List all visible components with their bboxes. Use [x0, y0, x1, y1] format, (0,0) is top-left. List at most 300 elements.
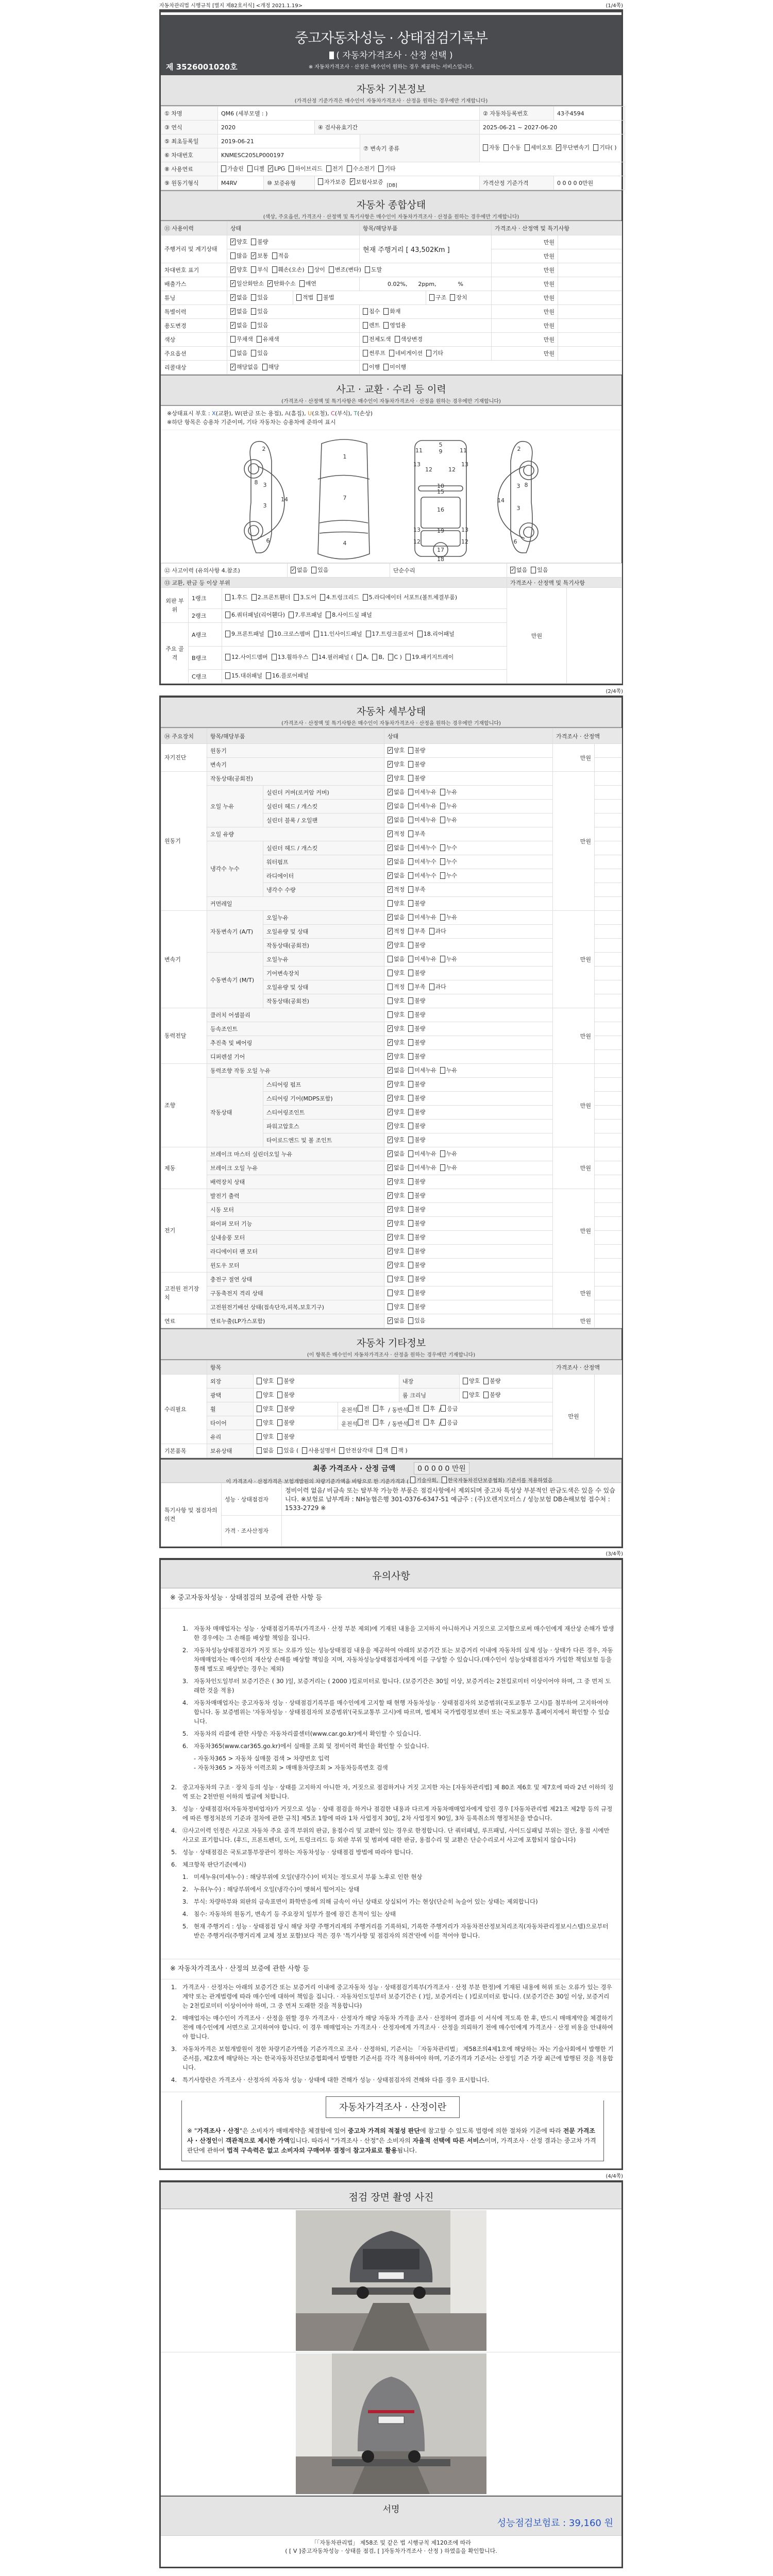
- checkbox-option[interactable]: [294, 593, 316, 602]
- checkbox-option[interactable]: [388, 885, 405, 893]
- checkbox-option[interactable]: [389, 349, 423, 357]
- checkbox-icon[interactable]: [408, 1234, 413, 1241]
- checkbox-option[interactable]: [296, 293, 313, 301]
- checkbox-option[interactable]: [388, 760, 405, 768]
- checkbox-option[interactable]: [440, 802, 457, 810]
- checkbox-icon[interactable]: [463, 1392, 468, 1398]
- checkbox-icon[interactable]: [266, 672, 271, 679]
- checkbox-option[interactable]: [251, 293, 268, 301]
- checkbox-icon[interactable]: [314, 631, 319, 637]
- checkbox-option[interactable]: [251, 265, 268, 274]
- checkbox-option[interactable]: [408, 816, 436, 824]
- checked-box-icon[interactable]: [388, 872, 393, 879]
- checkbox-icon[interactable]: [440, 803, 445, 809]
- checkbox-option[interactable]: [408, 1404, 420, 1413]
- checkbox-option[interactable]: [320, 593, 359, 602]
- checkbox-icon[interactable]: [429, 928, 434, 935]
- checkbox-option[interactable]: [408, 1191, 425, 1199]
- checkbox-icon[interactable]: [408, 858, 413, 865]
- checkbox-icon[interactable]: [388, 1276, 393, 1282]
- checkbox-option[interactable]: [373, 1404, 385, 1413]
- checkbox-icon[interactable]: [408, 900, 413, 907]
- checkbox-icon[interactable]: [225, 631, 230, 637]
- checkbox-option[interactable]: [388, 1094, 405, 1102]
- checkbox-option[interactable]: [395, 335, 423, 343]
- checkbox-option[interactable]: [251, 593, 291, 602]
- checkbox-icon[interactable]: [257, 1378, 262, 1384]
- checkbox-icon[interactable]: [408, 1011, 413, 1018]
- checkbox-option[interactable]: [440, 1066, 457, 1074]
- checkbox-option[interactable]: [388, 913, 405, 921]
- checkbox-icon[interactable]: [257, 1392, 262, 1398]
- checkbox-option[interactable]: [277, 1404, 294, 1413]
- checkbox-option[interactable]: [388, 1316, 405, 1325]
- checked-box-icon[interactable]: [388, 1192, 393, 1199]
- checkbox-option[interactable]: [388, 1289, 405, 1297]
- checked-box-icon[interactable]: [388, 1067, 393, 1074]
- checkbox-option[interactable]: [503, 143, 520, 152]
- checkbox-option[interactable]: [408, 1205, 425, 1213]
- checkbox-option[interactable]: [408, 843, 436, 852]
- checkbox-option[interactable]: [272, 653, 309, 662]
- checkbox-option[interactable]: [251, 251, 268, 260]
- checkbox-icon[interactable]: [388, 654, 393, 660]
- checked-box-icon[interactable]: [388, 775, 393, 782]
- checkbox-option[interactable]: [272, 251, 289, 260]
- checkbox-option[interactable]: [317, 293, 334, 301]
- checkbox-option[interactable]: [424, 1404, 435, 1413]
- checkbox-option[interactable]: [302, 1446, 335, 1454]
- checkbox-option[interactable]: [440, 913, 457, 921]
- checkbox-option[interactable]: [308, 265, 325, 274]
- checkbox-icon[interactable]: [388, 956, 393, 962]
- checked-box-icon[interactable]: [388, 1220, 393, 1227]
- checkbox-icon[interactable]: [388, 984, 393, 990]
- checkbox-icon[interactable]: [440, 1067, 445, 1074]
- checkbox-icon[interactable]: [503, 144, 509, 151]
- checkbox-icon[interactable]: [408, 803, 413, 809]
- checkbox-option[interactable]: [408, 1289, 425, 1297]
- checkbox-icon[interactable]: [289, 165, 294, 172]
- checkbox-option[interactable]: [388, 1080, 405, 1088]
- checkbox-icon[interactable]: [251, 294, 256, 301]
- checkbox-option[interactable]: [593, 143, 616, 152]
- checked-box-icon[interactable]: [388, 1262, 393, 1268]
- checkbox-icon[interactable]: [440, 789, 445, 795]
- checkbox-option[interactable]: [363, 349, 385, 357]
- checkbox-option[interactable]: [388, 1163, 405, 1172]
- checkbox-option[interactable]: [257, 1432, 274, 1440]
- checkbox-icon[interactable]: [383, 322, 389, 329]
- checkbox-option[interactable]: [277, 1391, 294, 1399]
- checkbox-option[interactable]: [408, 788, 436, 796]
- checkbox-icon[interactable]: [326, 165, 331, 172]
- checkbox-option[interactable]: [408, 913, 436, 921]
- checkbox-icon[interactable]: [395, 336, 400, 343]
- checkbox-option[interactable]: [388, 843, 405, 852]
- checkbox-icon[interactable]: [294, 594, 299, 601]
- checkbox-icon[interactable]: [408, 1095, 413, 1101]
- checkbox-icon[interactable]: [408, 1220, 413, 1227]
- checkbox-option[interactable]: [429, 293, 446, 301]
- checkbox-icon[interactable]: [388, 970, 393, 976]
- checkbox-icon[interactable]: [311, 567, 316, 573]
- checkbox-icon[interactable]: [329, 266, 334, 273]
- checkbox-icon[interactable]: [308, 266, 313, 273]
- checkbox-icon[interactable]: [388, 900, 393, 907]
- checked-box-icon[interactable]: [388, 1317, 393, 1324]
- checkbox-icon[interactable]: [277, 1419, 282, 1426]
- checkbox-option[interactable]: [410, 1476, 438, 1484]
- checkbox-option[interactable]: [408, 1233, 425, 1241]
- checkbox-option[interactable]: [312, 653, 354, 662]
- checkbox-icon[interactable]: [272, 654, 277, 660]
- checkbox-icon[interactable]: [441, 1405, 446, 1412]
- checkbox-option[interactable]: [556, 143, 590, 152]
- checkbox-option[interactable]: [262, 363, 279, 371]
- checked-box-icon[interactable]: [350, 178, 355, 185]
- checkbox-option[interactable]: [365, 265, 382, 274]
- checkbox-option[interactable]: [408, 760, 425, 768]
- checkbox-option[interactable]: [225, 611, 285, 619]
- checkbox-option[interactable]: [230, 335, 253, 343]
- checkbox-icon[interactable]: [326, 612, 331, 618]
- checkbox-option[interactable]: [230, 349, 247, 357]
- checkbox-option[interactable]: [363, 307, 380, 315]
- checkbox-icon[interactable]: [251, 308, 256, 315]
- checkbox-option[interactable]: [441, 1418, 458, 1427]
- checkbox-icon[interactable]: [408, 1178, 413, 1185]
- checkbox-option[interactable]: [392, 1446, 407, 1454]
- checkbox-icon[interactable]: [408, 1419, 413, 1426]
- checkbox-icon[interactable]: [225, 672, 230, 679]
- checkbox-icon[interactable]: [225, 654, 230, 660]
- checkbox-option[interactable]: [230, 279, 264, 287]
- checkbox-option[interactable]: [388, 1247, 405, 1255]
- checkbox-icon[interactable]: [408, 1081, 413, 1088]
- checkbox-icon[interactable]: [247, 165, 253, 172]
- checkbox-icon[interactable]: [257, 1447, 262, 1454]
- checkbox-icon[interactable]: [277, 1392, 282, 1398]
- checkbox-option[interactable]: [350, 178, 383, 186]
- checkbox-option[interactable]: [483, 143, 500, 152]
- checkbox-icon[interactable]: [408, 984, 413, 990]
- checkbox-icon[interactable]: [463, 1378, 468, 1384]
- checkbox-option[interactable]: [311, 566, 328, 574]
- checkbox-option[interactable]: [388, 1108, 405, 1116]
- checked-box-icon[interactable]: [388, 1095, 393, 1101]
- checkbox-icon[interactable]: [262, 364, 267, 370]
- checkbox-option[interactable]: [257, 335, 279, 343]
- checkbox-option[interactable]: [388, 788, 405, 796]
- checkbox-option[interactable]: [318, 178, 346, 186]
- checkbox-option[interactable]: [363, 363, 380, 371]
- checkbox-icon[interactable]: [408, 1405, 413, 1412]
- checkbox-option[interactable]: [372, 653, 384, 662]
- checkbox-icon[interactable]: [408, 1290, 413, 1296]
- checkbox-icon[interactable]: [408, 956, 413, 962]
- checkbox-icon[interactable]: [441, 1419, 446, 1426]
- checkbox-icon[interactable]: [221, 165, 226, 172]
- checkbox-option[interactable]: [408, 899, 425, 907]
- checkbox-icon[interactable]: [440, 1150, 445, 1157]
- checkbox-option[interactable]: [251, 238, 268, 246]
- checkbox-icon[interactable]: [302, 1447, 307, 1454]
- checkbox-option[interactable]: [373, 1418, 385, 1427]
- checked-box-icon[interactable]: [388, 858, 393, 865]
- checkbox-option[interactable]: [408, 1261, 425, 1269]
- checkbox-option[interactable]: [406, 653, 453, 662]
- checkbox-option[interactable]: [314, 630, 362, 638]
- checkbox-option[interactable]: [408, 1302, 425, 1311]
- checkbox-option[interactable]: [388, 1191, 405, 1199]
- checkbox-option[interactable]: [277, 1377, 294, 1385]
- checkbox-icon[interactable]: [277, 1405, 282, 1412]
- checkbox-option[interactable]: [388, 653, 402, 662]
- checked-box-icon[interactable]: [388, 761, 393, 768]
- checkbox-option[interactable]: [383, 321, 406, 329]
- checkbox-option[interactable]: [251, 321, 268, 329]
- checkbox-icon[interactable]: [363, 350, 368, 357]
- checkbox-option[interactable]: [388, 1149, 405, 1158]
- checkbox-icon[interactable]: [408, 1053, 413, 1060]
- checkbox-icon[interactable]: [408, 872, 413, 879]
- checked-box-icon[interactable]: [388, 1206, 393, 1213]
- checkbox-option[interactable]: [230, 238, 247, 246]
- checkbox-option[interactable]: [388, 857, 405, 866]
- checkbox-icon[interactable]: [408, 1303, 413, 1310]
- checkbox-icon[interactable]: [408, 1109, 413, 1115]
- checkbox-icon[interactable]: [277, 1447, 282, 1454]
- checkbox-option[interactable]: [388, 1219, 405, 1227]
- checkbox-option[interactable]: [257, 1404, 274, 1413]
- checkbox-option[interactable]: [388, 969, 405, 977]
- checkbox-option[interactable]: [388, 1177, 405, 1185]
- checkbox-option[interactable]: [388, 1205, 405, 1213]
- checkbox-option[interactable]: [408, 1149, 436, 1158]
- checked-box-icon[interactable]: [388, 831, 393, 837]
- checkbox-option[interactable]: [463, 1391, 480, 1399]
- checkbox-option[interactable]: [366, 630, 414, 638]
- checkbox-icon[interactable]: [296, 294, 301, 301]
- checkbox-icon[interactable]: [257, 1419, 262, 1426]
- checkbox-option[interactable]: [388, 1233, 405, 1241]
- checkbox-icon[interactable]: [347, 165, 352, 172]
- checkbox-option[interactable]: [326, 611, 372, 619]
- checkbox-icon[interactable]: [299, 280, 305, 287]
- checkbox-icon[interactable]: [357, 654, 362, 660]
- checkbox-icon[interactable]: [377, 1447, 382, 1454]
- checkbox-option[interactable]: [378, 164, 395, 173]
- checkbox-icon[interactable]: [408, 1192, 413, 1199]
- checkbox-option[interactable]: [221, 164, 244, 173]
- checkbox-icon[interactable]: [408, 817, 413, 823]
- checkbox-icon[interactable]: [363, 336, 368, 343]
- checkbox-option[interactable]: [230, 307, 247, 315]
- checkbox-icon[interactable]: [410, 1477, 415, 1483]
- checkbox-icon[interactable]: [483, 1392, 489, 1398]
- checkbox-option[interactable]: [388, 996, 405, 1005]
- checkbox-option[interactable]: [326, 164, 343, 173]
- checkbox-icon[interactable]: [408, 747, 413, 754]
- checkbox-option[interactable]: [408, 941, 425, 949]
- checkbox-icon[interactable]: [251, 322, 256, 329]
- checkbox-option[interactable]: [440, 843, 457, 852]
- checkbox-icon[interactable]: [408, 775, 413, 782]
- checkbox-icon[interactable]: [450, 294, 455, 301]
- checkbox-option[interactable]: [329, 265, 361, 274]
- checkbox-option[interactable]: [408, 1066, 436, 1074]
- checkbox-icon[interactable]: [251, 266, 256, 273]
- checkbox-icon[interactable]: [225, 612, 230, 618]
- checkbox-option[interactable]: [388, 802, 405, 810]
- checkbox-icon[interactable]: [440, 817, 445, 823]
- checked-box-icon[interactable]: [388, 803, 393, 809]
- checked-box-icon[interactable]: [388, 1137, 393, 1143]
- checkbox-option[interactable]: [225, 653, 268, 662]
- checkbox-option[interactable]: [251, 307, 268, 315]
- checkbox-icon[interactable]: [318, 178, 323, 185]
- checked-box-icon[interactable]: [388, 1150, 393, 1157]
- checkbox-option[interactable]: [408, 969, 425, 977]
- checked-box-icon[interactable]: [388, 844, 393, 851]
- checked-box-icon[interactable]: [251, 252, 256, 259]
- checkbox-option[interactable]: [429, 927, 446, 935]
- checked-box-icon[interactable]: [388, 928, 393, 935]
- checkbox-option[interactable]: [408, 885, 425, 893]
- checkbox-icon[interactable]: [289, 612, 294, 618]
- checkbox-option[interactable]: [388, 1136, 405, 1144]
- checkbox-icon[interactable]: [408, 761, 413, 768]
- checkbox-icon[interactable]: [251, 350, 256, 357]
- checkbox-option[interactable]: [383, 363, 406, 371]
- checkbox-icon[interactable]: [257, 1405, 262, 1412]
- checked-box-icon[interactable]: [388, 1178, 393, 1185]
- checkbox-icon[interactable]: [440, 858, 445, 865]
- checkbox-icon[interactable]: [251, 594, 257, 601]
- checkbox-icon[interactable]: [440, 914, 445, 921]
- checkbox-option[interactable]: [291, 566, 308, 574]
- checkbox-option[interactable]: [339, 1446, 373, 1454]
- checkbox-icon[interactable]: [424, 1405, 429, 1412]
- checked-box-icon[interactable]: [388, 1164, 393, 1171]
- checkbox-option[interactable]: [251, 349, 268, 357]
- checked-box-icon[interactable]: [388, 817, 393, 823]
- checkbox-option[interactable]: [225, 671, 262, 680]
- checkbox-option[interactable]: [408, 746, 425, 754]
- checkbox-icon[interactable]: [531, 567, 536, 573]
- checkbox-icon[interactable]: [366, 631, 371, 637]
- checkbox-option[interactable]: [388, 899, 405, 907]
- checkbox-icon[interactable]: [408, 831, 413, 837]
- checkbox-icon[interactable]: [257, 1433, 262, 1440]
- checkbox-option[interactable]: [357, 653, 368, 662]
- checkbox-icon[interactable]: [383, 364, 389, 370]
- checkbox-option[interactable]: [388, 746, 405, 754]
- checkbox-option[interactable]: [388, 1038, 405, 1046]
- checkbox-icon[interactable]: [383, 308, 389, 315]
- checkbox-option[interactable]: [377, 1446, 389, 1454]
- checkbox-option[interactable]: [510, 566, 527, 574]
- checkbox-icon[interactable]: [424, 1419, 429, 1426]
- checkbox-option[interactable]: [408, 1418, 420, 1427]
- checkbox-option[interactable]: [388, 1066, 405, 1074]
- checkbox-option[interactable]: [388, 1024, 405, 1032]
- checkbox-option[interactable]: [388, 927, 405, 935]
- checkbox-option[interactable]: [388, 829, 405, 838]
- checkbox-icon[interactable]: [408, 844, 413, 851]
- checkbox-option[interactable]: [408, 996, 425, 1005]
- checked-box-icon[interactable]: [230, 308, 236, 315]
- checkbox-option[interactable]: [408, 774, 425, 782]
- checkbox-icon[interactable]: [408, 1262, 413, 1268]
- checkbox-option[interactable]: [408, 1024, 425, 1032]
- checkbox-icon[interactable]: [378, 165, 383, 172]
- checkbox-option[interactable]: [383, 307, 400, 315]
- checkbox-icon[interactable]: [277, 1378, 282, 1384]
- checkbox-option[interactable]: [257, 1391, 274, 1399]
- checkbox-icon[interactable]: [408, 1067, 413, 1074]
- checkbox-icon[interactable]: [408, 1164, 413, 1171]
- checkbox-option[interactable]: [424, 1418, 435, 1427]
- checkbox-option[interactable]: [408, 857, 436, 866]
- checkbox-option[interactable]: [268, 165, 285, 172]
- checked-box-icon[interactable]: [388, 942, 393, 948]
- checkbox-option[interactable]: [347, 164, 375, 173]
- checkbox-option[interactable]: [230, 321, 247, 329]
- checkbox-option[interactable]: [289, 164, 322, 173]
- checkbox-icon[interactable]: [388, 997, 393, 1004]
- checkbox-icon[interactable]: [442, 1477, 447, 1483]
- checkbox-option[interactable]: [247, 164, 264, 173]
- checkbox-option[interactable]: [440, 788, 457, 796]
- checked-box-icon[interactable]: [291, 567, 296, 573]
- checkbox-option[interactable]: [408, 955, 436, 963]
- checkbox-option[interactable]: [230, 265, 247, 274]
- checkbox-icon[interactable]: [317, 294, 322, 301]
- checkbox-icon[interactable]: [363, 322, 368, 329]
- checked-box-icon[interactable]: [556, 144, 561, 151]
- checked-box-icon[interactable]: [388, 747, 393, 754]
- checked-box-icon[interactable]: [510, 567, 515, 573]
- checkbox-option[interactable]: [388, 1052, 405, 1060]
- checkbox-option[interactable]: [388, 816, 405, 824]
- checked-box-icon[interactable]: [388, 914, 393, 921]
- checkbox-icon[interactable]: [408, 1276, 413, 1282]
- checkbox-option[interactable]: [388, 1275, 405, 1283]
- checkbox-option[interactable]: [225, 593, 248, 602]
- checkbox-icon[interactable]: [388, 1303, 393, 1310]
- checkbox-option[interactable]: [268, 630, 311, 638]
- checkbox-icon[interactable]: [372, 654, 377, 660]
- checked-box-icon[interactable]: [230, 364, 236, 370]
- checkbox-icon[interactable]: [408, 789, 413, 795]
- checkbox-option[interactable]: [408, 802, 436, 810]
- checkbox-icon[interactable]: [483, 1378, 489, 1384]
- checkbox-icon[interactable]: [363, 594, 368, 601]
- checkbox-option[interactable]: [408, 1108, 425, 1116]
- checked-box-icon[interactable]: [268, 165, 273, 172]
- checked-box-icon[interactable]: [267, 280, 273, 287]
- checkbox-icon[interactable]: [408, 1123, 413, 1129]
- checkbox-icon[interactable]: [483, 144, 488, 151]
- checkbox-icon[interactable]: [225, 594, 230, 601]
- checkbox-icon[interactable]: [277, 1433, 282, 1440]
- checkbox-icon[interactable]: [358, 1405, 363, 1412]
- checkbox-option[interactable]: [440, 1149, 457, 1158]
- checkbox-option[interactable]: [440, 871, 457, 879]
- checkbox-icon[interactable]: [440, 872, 445, 879]
